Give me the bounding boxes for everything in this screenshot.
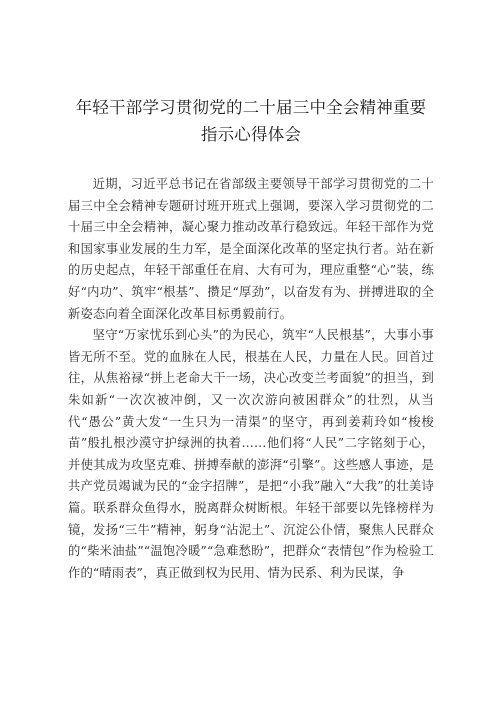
document-title: 年轻干部学习贯彻党的二十届三中全会精神重要指示心得体会 [75,98,427,144]
document-body [68,174,434,584]
paragraph-intro: 近期，习近平总书记在省部级主要领导干部学习贯彻党的二十届三中全会精神专题研讨班开班式上强调，要深入学习贯彻党的二十届三中全会精神，凝心聚力推动改革行稳致远。年轻干部作为党和国家事业发展的生力军，是全面深化改革的坚定执行者。站在新的历史起点，年轻干部重任在肩、大有可为，理应重整“心”装，练好“内功”、筑牢“根基”、攒足“厚劲”，以奋发有为、拼搏进取的全新姿态向着全面深化改革目标勇毅前行。 [68,177,434,321]
paragraph-people: 坚守“万家忧乐到心头”的为民心，筑牢“人民根基”，大事小事皆无所不至。党的血脉在人民，根基在人民，力量在人民。回首过往，从焦裕禄“拼上老命大干一场，决心改变兰考面貌”的担当，到朱如新“一次次被冲倒，又一次次游向被困群众”的壮烈，从当代“愚公”黄大发“一生只为一清渠”的坚守，再到姜莉玲如“梭梭苗”般扎根沙漠守护绿洲的执着……他们将“人民”二字铭刻于心，并使其成为攻坚克难、拼搏奉献的澎湃“引擎”。这些感人事迹，是共产党员竭诚为民的“金字招牌”，是把“小我”融入“大我”的壮美诗篇。联系群众鱼得水，脱离群众树断根。年轻干部要以先锋榜样为镜，发扬“三牛”精神，躬身“沾泥土”、沉淀公仆情，聚焦人民群众的“柴米油盐”“温饱冷暖”“急难愁盼”，把群众“表情包”作为检验工作的“晴雨表”，真正做到权为民用、情为民系、利为民谋，争 [68,328,434,580]
